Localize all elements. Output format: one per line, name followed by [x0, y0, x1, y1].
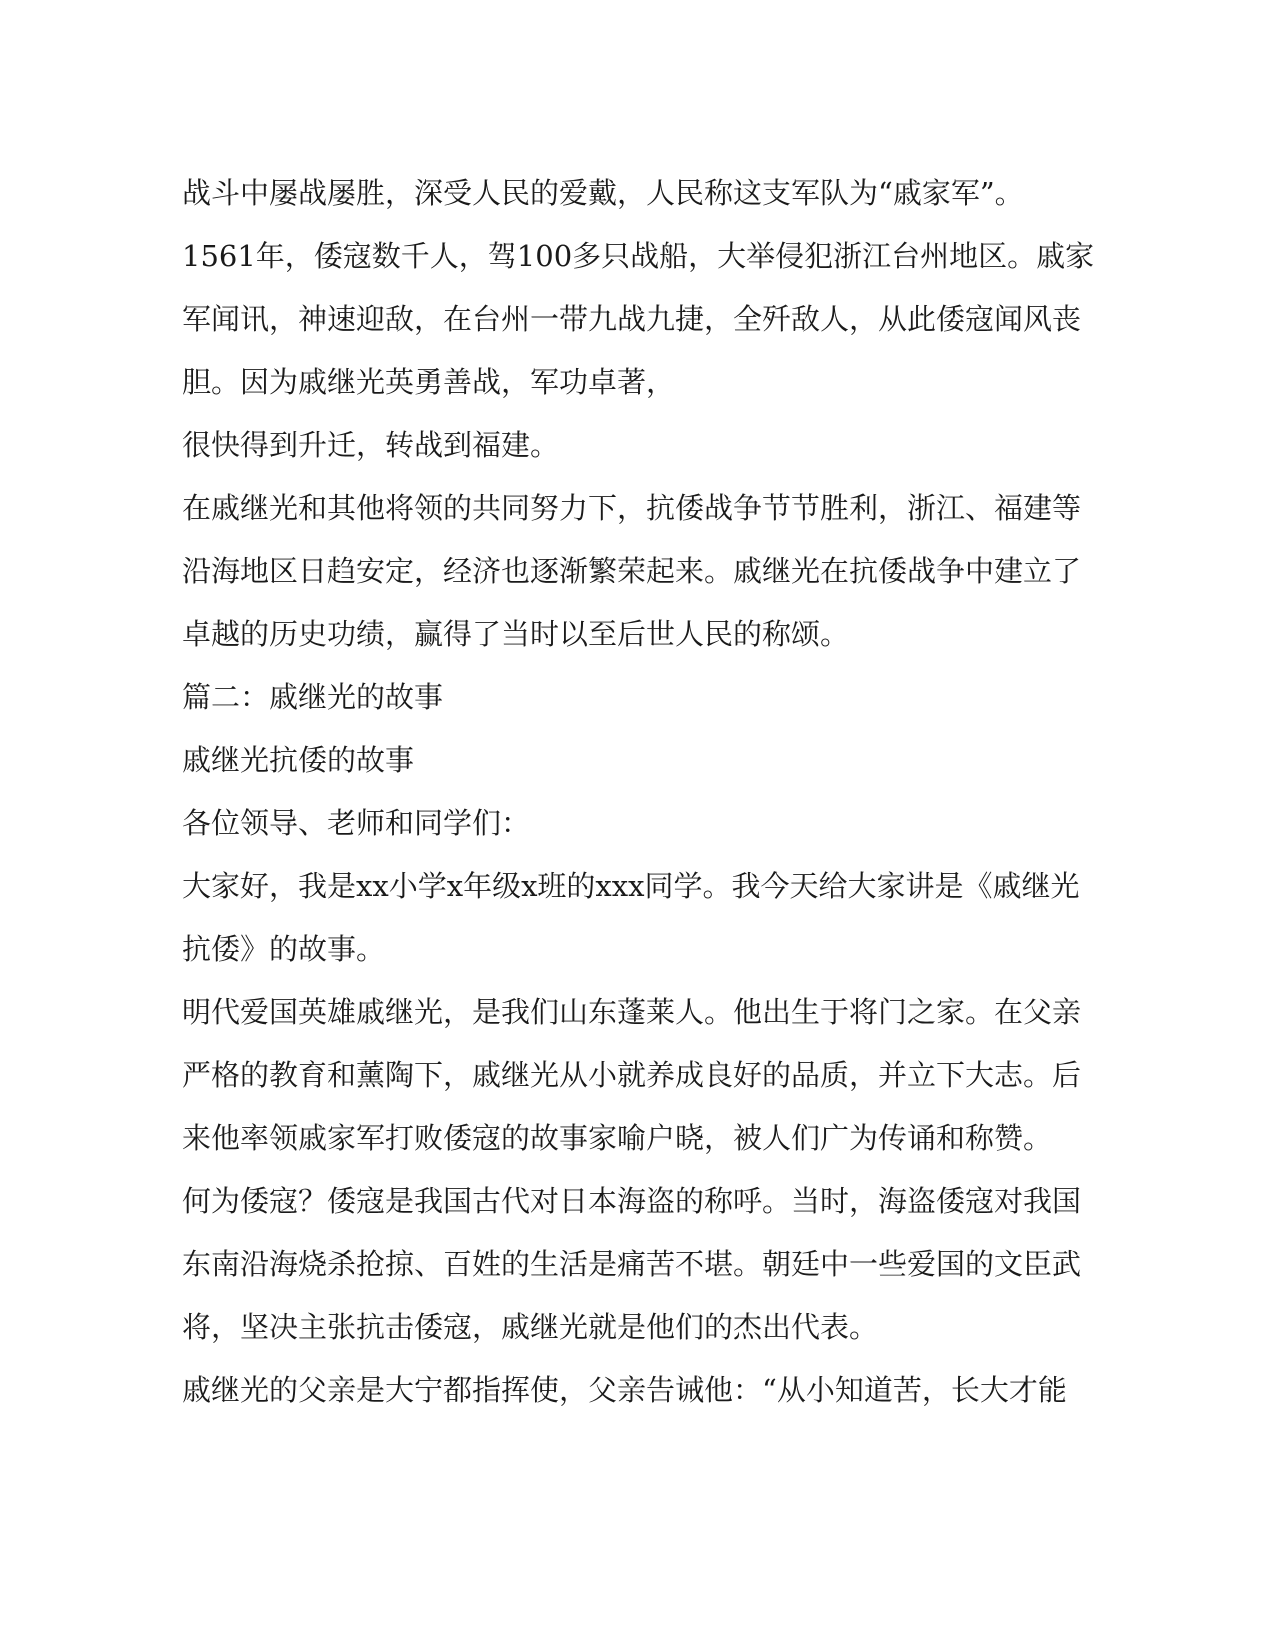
text-line: 军闻讯，神速迎敌，在台州一带九战九捷，全歼敌人，从此倭寇闻风丧 — [182, 302, 1082, 336]
body-text — [182, 162, 1095, 1422]
text-line: 1561年，倭寇数千人，驾100多只战船，大举侵犯浙江台州地区。戚家 — [182, 239, 1095, 273]
text-line: 东南沿海烧杀抢掠、百姓的生活是痛苦不堪。朝廷中一些爱国的文臣武 — [182, 1247, 1082, 1281]
text-line: 很快得到升迁，转战到福建。 — [182, 428, 560, 462]
story-title: 戚继光抗倭的故事 — [182, 743, 415, 777]
text-line: 严格的教育和薰陶下，戚继光从小就养成良好的品质，并立下大志。后 — [182, 1058, 1082, 1092]
text-line: 战斗中屡战屡胜，深受人民的爱戴，人民称这支军队为“戚家军”。 — [182, 176, 1024, 210]
text-line: 将，坚决主张抗击倭寇，戚继光就是他们的杰出代表。 — [182, 1310, 879, 1344]
text-line: 在戚继光和其他将领的共同努力下，抗倭战争节节胜利，浙江、福建等 — [182, 491, 1082, 525]
text-line: 明代爱国英雄戚继光，是我们山东蓬莱人。他出生于将门之家。在父亲 — [182, 995, 1082, 1029]
text-line: 卓越的历史功绩，赢得了当时以至后世人民的称颂。 — [182, 617, 850, 651]
text-line: 沿海地区日趋安定，经济也逐渐繁荣起来。戚继光在抗倭战争中建立了 — [182, 554, 1082, 588]
text-line: 抗倭》的故事。 — [182, 932, 386, 966]
text-line: 胆。因为戚继光英勇善战，军功卓著， — [182, 365, 676, 399]
text-line: 大家好，我是xx小学x年级x班的xxx同学。我今天给大家讲是《戚继光 — [182, 869, 1080, 903]
salutation: 各位领导、老师和同学们： — [182, 806, 531, 840]
text-line: 戚继光的父亲是大宁都指挥使，父亲告诫他：“从小知道苦，长大才能 — [182, 1373, 1067, 1407]
text-line: 何为倭寇？倭寇是我国古代对日本海盗的称呼。当时，海盗倭寇对我国 — [182, 1184, 1082, 1218]
section-heading: 篇二：戚继光的故事 — [182, 680, 444, 714]
text-line: 来他率领戚家军打败倭寇的故事家喻户晓，被人们广为传诵和称赞。 — [182, 1121, 1053, 1155]
